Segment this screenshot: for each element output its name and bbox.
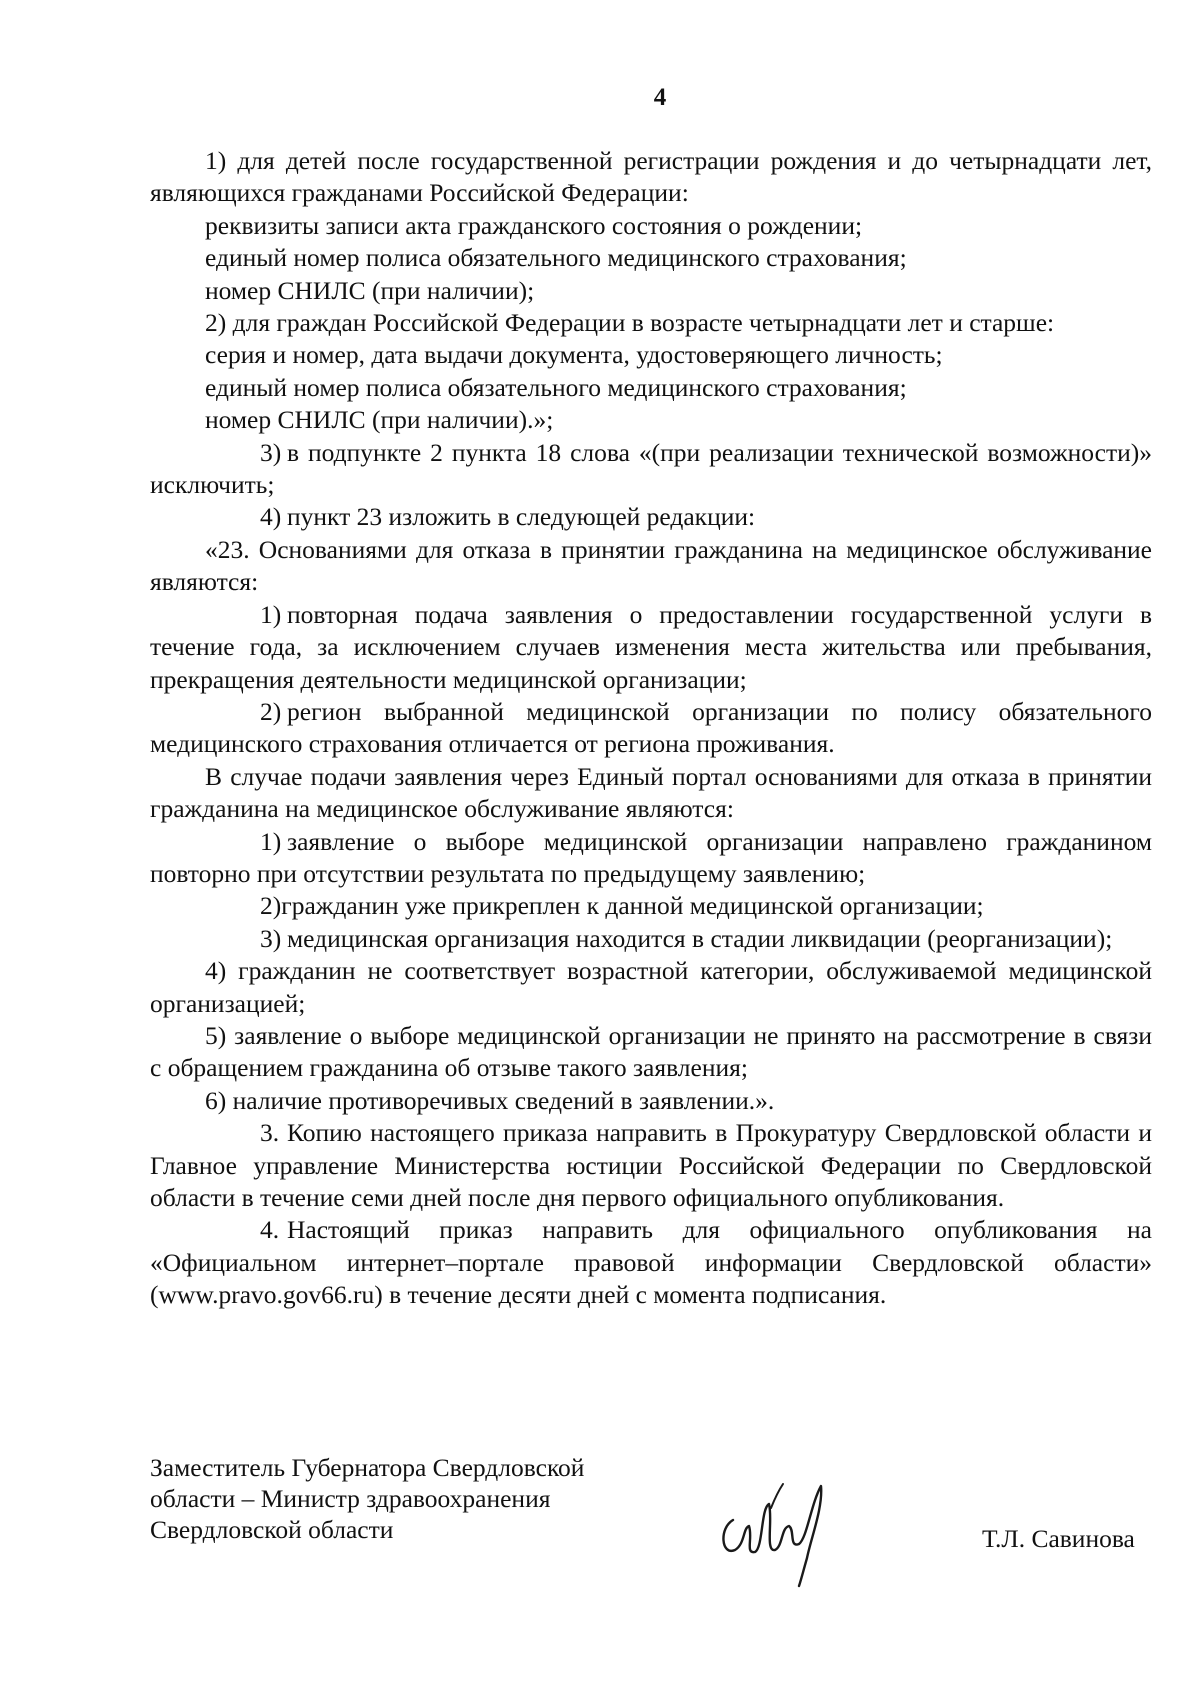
- item-text: пункт 23 изложить в следующей редакции:: [287, 502, 756, 532]
- item-number: 3.: [260, 1118, 280, 1148]
- item-number: 2): [260, 891, 282, 921]
- item-number: 4.: [260, 1215, 280, 1245]
- item-text: гражданин уже прикреплен к данной медицинской организации;: [281, 891, 984, 921]
- document-body: [150, 145, 1152, 1312]
- item-text: заявление о выборе медицинской организации направлено гражданином повторно при отсутствии результата по предыдущему заявлению;: [150, 826, 1152, 888]
- paragraph: единый номер полиса обязательного медицинского страхования;: [205, 243, 907, 273]
- paragraph: [150, 1117, 1152, 1214]
- position-line: области – Министр здравоохранения: [150, 1484, 551, 1513]
- item-text: Копию настоящего приказа направить в Прокуратуру Свердловской области и Главное управление Министерства юстиции Российской Федерации по Свердловской области в течение семи дней после дня первого официального опубликования.: [150, 1118, 1152, 1212]
- handwritten-signature: [715, 1468, 850, 1588]
- page-number: 4: [653, 84, 667, 111]
- paragraph: [150, 826, 1152, 891]
- signatory-position: [150, 1452, 584, 1545]
- paragraph: 5) заявление о выборе медицинской организации не принято на рассмотрение в связи с обращением гражданина об отзыве такого заявления;: [150, 1020, 1152, 1083]
- paragraph: В случае подачи заявления через Единый портал основаниями для отказа в принятии гражданина на медицинское обслуживание являются:: [150, 761, 1152, 824]
- paragraph: 6) наличие противоречивых сведений в заявлении.».: [205, 1085, 775, 1115]
- paragraph: 4) гражданин не соответствует возрастной категории, обслуживаемой медицинской организацией;: [150, 956, 1152, 1018]
- paragraph: номер СНИЛС (при наличии).»;: [205, 405, 554, 435]
- item-text: медицинская организация находится в стадии ликвидации (реорганизации);: [287, 923, 1113, 953]
- paragraph: [150, 1214, 1152, 1311]
- item-text: в подпункте 2 пункта 18 слова «(при реализации технической возможности)» исключить;: [150, 437, 1152, 500]
- item-number: 1): [260, 599, 282, 629]
- paragraph: номер СНИЛС (при наличии);: [205, 275, 535, 305]
- paragraph: [150, 696, 1152, 761]
- paragraph: [150, 890, 1152, 922]
- position-line: Заместитель Губернатора Свердловской: [150, 1453, 585, 1482]
- item-text: Настоящий приказ направить для официального опубликования на «Официальном интернет–портале правовой информации Свердловской области» (www.pravo.gov66.ru) в течение десяти дней с момента подписания.: [150, 1215, 1152, 1310]
- paragraph: [150, 599, 1152, 696]
- paragraph: [150, 923, 1152, 955]
- item-number: 3): [260, 437, 282, 467]
- item-text: повторная подача заявления о предоставлении государственной услуги в течение года, за исключением случаев изменения места жительства или пребывания, прекращения деятельности медицинской организации;: [150, 599, 1152, 694]
- paragraph: «23. Основаниями для отказа в принятии гражданина на медицинское обслуживание являются:: [150, 534, 1152, 597]
- paragraph: серия и номер, дата выдачи документа, удостоверяющего личность;: [205, 340, 943, 370]
- paragraph: [150, 437, 1152, 502]
- item-number: 1): [260, 826, 282, 856]
- signatory-name: Т.Л. Савинова: [982, 1524, 1135, 1553]
- paragraph: единый номер полиса обязательного медицинского страхования;: [205, 372, 907, 402]
- item-number: 3): [260, 923, 282, 953]
- paragraph: [150, 501, 1152, 533]
- item-number: 4): [260, 502, 282, 532]
- paragraph: 1) для детей после государственной регистрации рождения и до четырнадцати лет, являющихся гражданами Российской Федерации:: [150, 146, 1152, 208]
- paragraph: реквизиты записи акта гражданского состояния о рождении;: [205, 210, 863, 240]
- paragraph: 2) для граждан Российской Федерации в возрасте четырнадцати лет и старше:: [205, 308, 1055, 338]
- position-line: Свердловской области: [150, 1515, 394, 1544]
- item-number: 2): [260, 696, 282, 726]
- item-text: регион выбранной медицинской организации по полису обязательного медицинского страхования отличается от региона проживания.: [150, 696, 1152, 759]
